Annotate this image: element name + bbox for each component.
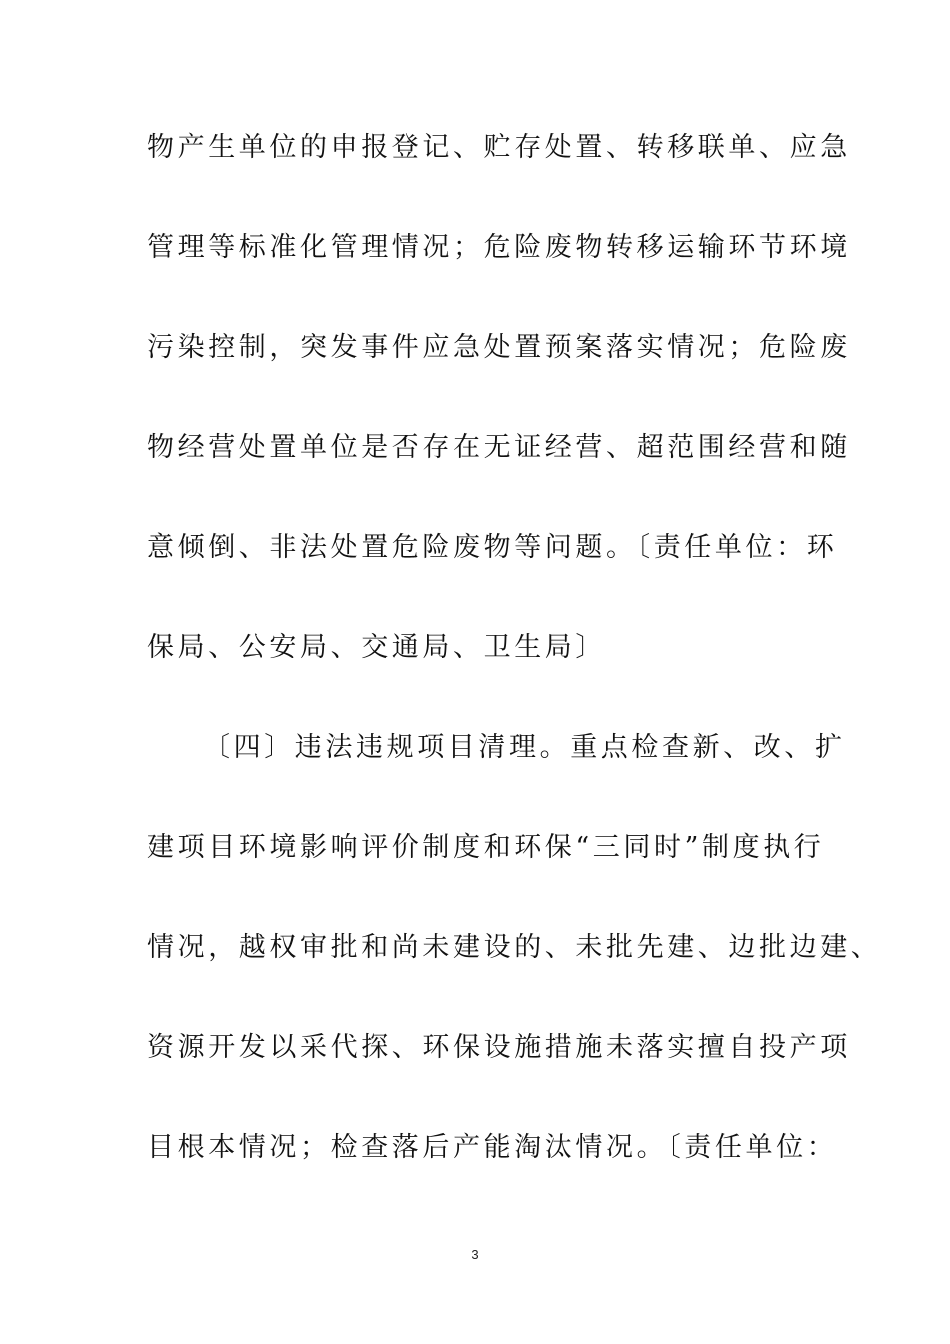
- text-line: 资源开发以采代探、环保设施措施未落实擅自投产项: [147, 1032, 851, 1063]
- text-line: 物经营处置单位是否存在无证经营、超范围经营和随: [147, 432, 851, 463]
- text-line: 目根本情况；检查落后产能淘汰情况。〔责任单位：: [147, 1132, 838, 1163]
- text-line: 管理等标准化管理情况；危险废物转移运输环节环境: [147, 232, 851, 263]
- text-line: 污染控制，突发事件应急处置预案落实情况；危险废: [147, 332, 851, 363]
- text-line: 意倾倒、非法处置危险废物等问题。〔责任单位：环: [147, 532, 838, 563]
- text-line: 物产生单位的申报登记、贮存处置、转移联单、应急: [147, 132, 851, 163]
- page-number: 3: [471, 1247, 479, 1262]
- paragraph-heading: 〔四〕违法违规项目清理。重点检查新、改、扩: [203, 732, 846, 763]
- text-line: 情况，越权审批和尚未建设的、未批先建、边批边建、: [147, 932, 882, 963]
- text-line: 建项目环境影响评价制度和环保“三同时”制度执行: [147, 832, 825, 863]
- text-line: 保局、公安局、交通局、卫生局〕: [147, 632, 606, 663]
